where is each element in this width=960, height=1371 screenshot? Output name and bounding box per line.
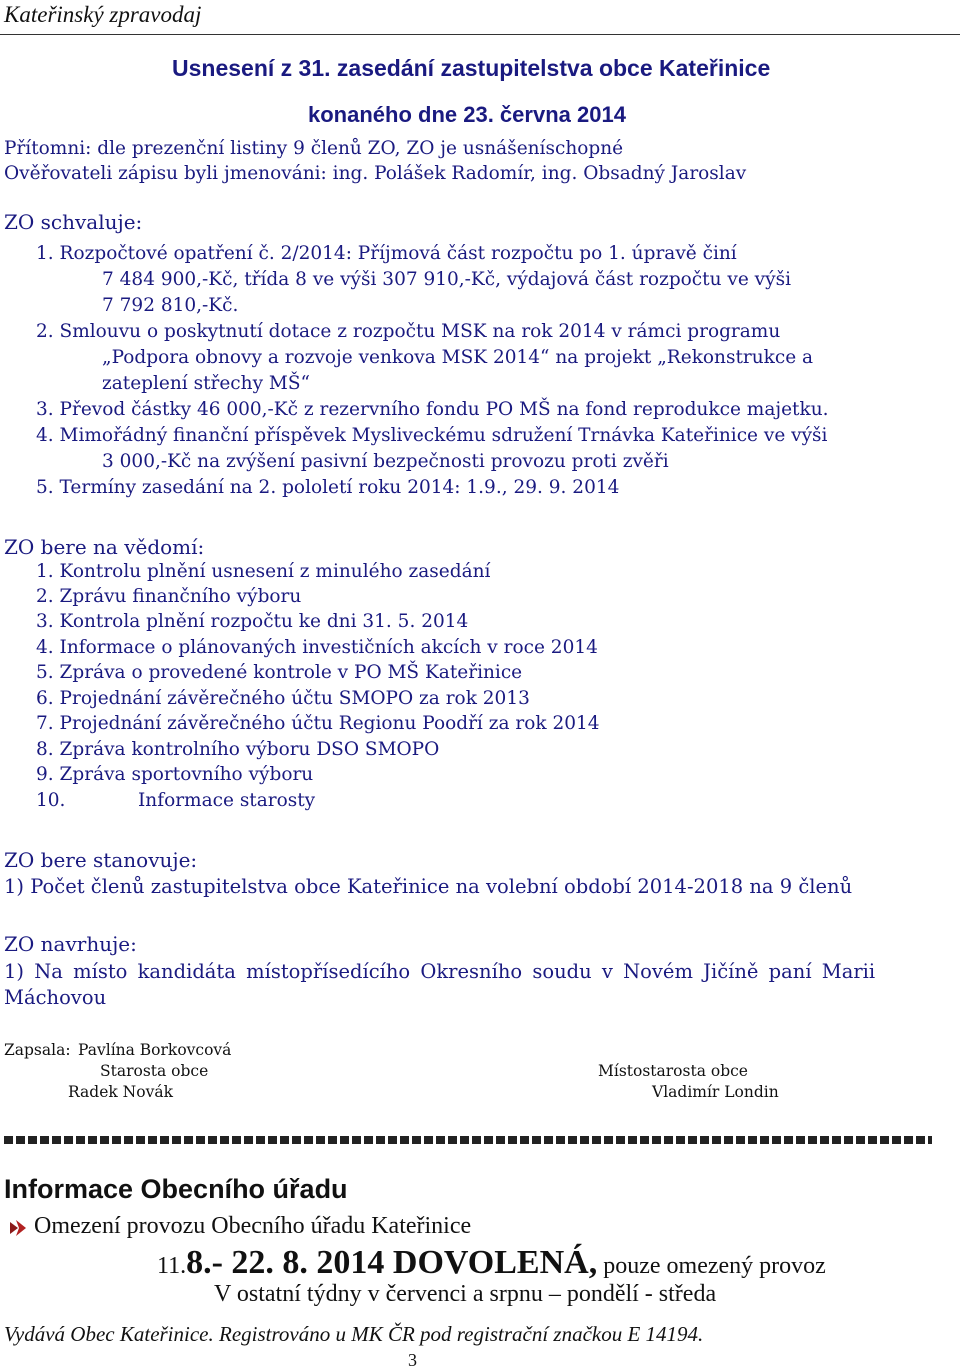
mayor-name: Radek Novák (68, 1083, 173, 1101)
approves-line: 1. Rozpočtové opatření č. 2/2014: Příjmová část rozpočtu po 1. úpravě činí (36, 243, 737, 264)
resolution-title: Usnesení z 31. zasedání zastupitelstva obce Kateřinice (172, 55, 771, 81)
approves-heading: ZO schvaluje: (4, 210, 143, 234)
page-number: 3 (408, 1350, 417, 1370)
other-weeks-line: V ostatní týdny v červenci a srpnu – pondělí - středa (214, 1281, 717, 1307)
notes-item: 6. Projednání závěrečného účtu SMOPO za rok 2013 (36, 688, 530, 709)
notes-item: 1. Kontrolu plnění usnesení z minulého zasedání (36, 561, 491, 582)
notes-item-number: 10. (36, 790, 66, 811)
notes-item: 9. Zpráva sportovního výboru (36, 764, 314, 785)
recorded-label: Zapsala: (4, 1041, 71, 1059)
office-notice: Omezení provozu Obecního úřadu Kateřinice (34, 1213, 472, 1239)
recorded-name: Pavlína Borkovcová (78, 1041, 232, 1059)
notes-item: 4. Informace o plánovaných investičních akcích v roce 2014 (36, 637, 598, 658)
office-info-heading: Informace Obecního úřadu (4, 1174, 348, 1204)
approves-line: 7 792 810,-Kč. (102, 295, 239, 316)
approves-line: 5. Termíny zasedání na 2. pololetí roku 2014: 1.9., 29. 9. 2014 (36, 477, 620, 498)
attendance-line: Přítomni: dle prezenční listiny 9 členů ZO, ZO je usnášeníschopné (4, 138, 624, 159)
proposes-heading: ZO navrhuje: (4, 932, 137, 956)
verifiers-line: Ověřovateli zápisu byli jmenováni: ing. Polášek Radomír, ing. Obsadný Jaroslav (4, 163, 747, 184)
holiday-dates (157, 1244, 826, 1282)
sets-heading: ZO bere stanovuje: (4, 848, 198, 872)
approves-line: „Podpora obnovy a rozvoje venkova MSK 2014“ na projekt „Rekonstrukce a (102, 347, 814, 368)
section-divider (4, 1136, 932, 1144)
proposes-line: 1) Na místo kandidáta místopřísedícího Okresního soudu v Novém Jičíně paní Marii (4, 960, 876, 983)
notes-item: 7. Projednání závěrečného účtu Regionu Poodří za rok 2014 (36, 713, 600, 734)
holiday-date-small: 11. (157, 1253, 187, 1279)
approves-line: 3. Převod částky 46 000,-Kč z rezervního fondu PO MŠ na fond reprodukce majetku. (36, 399, 829, 420)
ornament-bullet-icon (8, 1218, 28, 1238)
approves-line: 3 000,-Kč na zvýšení pasivní bezpečnosti provozu proti zvěři (102, 451, 669, 472)
approves-line: 4. Mimořádný finanční příspěvek Mysliveckému sdružení Trnávka Kateřinice ve výši (36, 425, 828, 446)
mayor-title: Starosta obce (100, 1062, 209, 1080)
newsletter-title: Kateřinský zpravodaj (4, 2, 202, 27)
approves-line: zateplení střechy MŠ“ (102, 373, 310, 394)
approves-line: 2. Smlouvu o poskytnutí dotace z rozpočtu MSK na rok 2014 v rámci programu (36, 321, 781, 342)
deputy-name: Vladimír Londin (652, 1083, 779, 1101)
holiday-date-tail: pouze omezený provoz (597, 1253, 826, 1279)
footer-text: Vydává Obec Kateřinice. Registrováno u MK ČR pod registrační značkou E 14194. (4, 1322, 704, 1346)
meeting-date: konaného dne 23. června 2014 (308, 102, 626, 127)
notes-heading: ZO bere na vědomí: (4, 535, 205, 559)
notes-item: 2. Zprávu finančního výboru (36, 586, 302, 607)
notes-item-text: Informace starosty (138, 790, 316, 811)
notes-item: 3. Kontrola plnění rozpočtu ke dni 31. 5. 2014 (36, 611, 469, 632)
notes-item: 5. Zpráva o provedené kontrole v PO MŠ Kateřinice (36, 662, 523, 683)
holiday-date-big: 8.- 22. 8. 2014 DOVOLENÁ, (186, 1244, 598, 1281)
proposes-line: Máchovou (4, 986, 107, 1009)
approves-line: 7 484 900,-Kč, třída 8 ve výši 307 910,-Kč, výdajová část rozpočtu ve výši (102, 269, 791, 290)
header-divider (0, 34, 960, 35)
sets-item: 1) Počet členů zastupitelstva obce Kateřinice na volební období 2014-2018 na 9 členů (4, 875, 853, 898)
deputy-title: Místostarosta obce (598, 1062, 748, 1080)
notes-item: 8. Zpráva kontrolního výboru DSO SMOPO (36, 739, 440, 760)
